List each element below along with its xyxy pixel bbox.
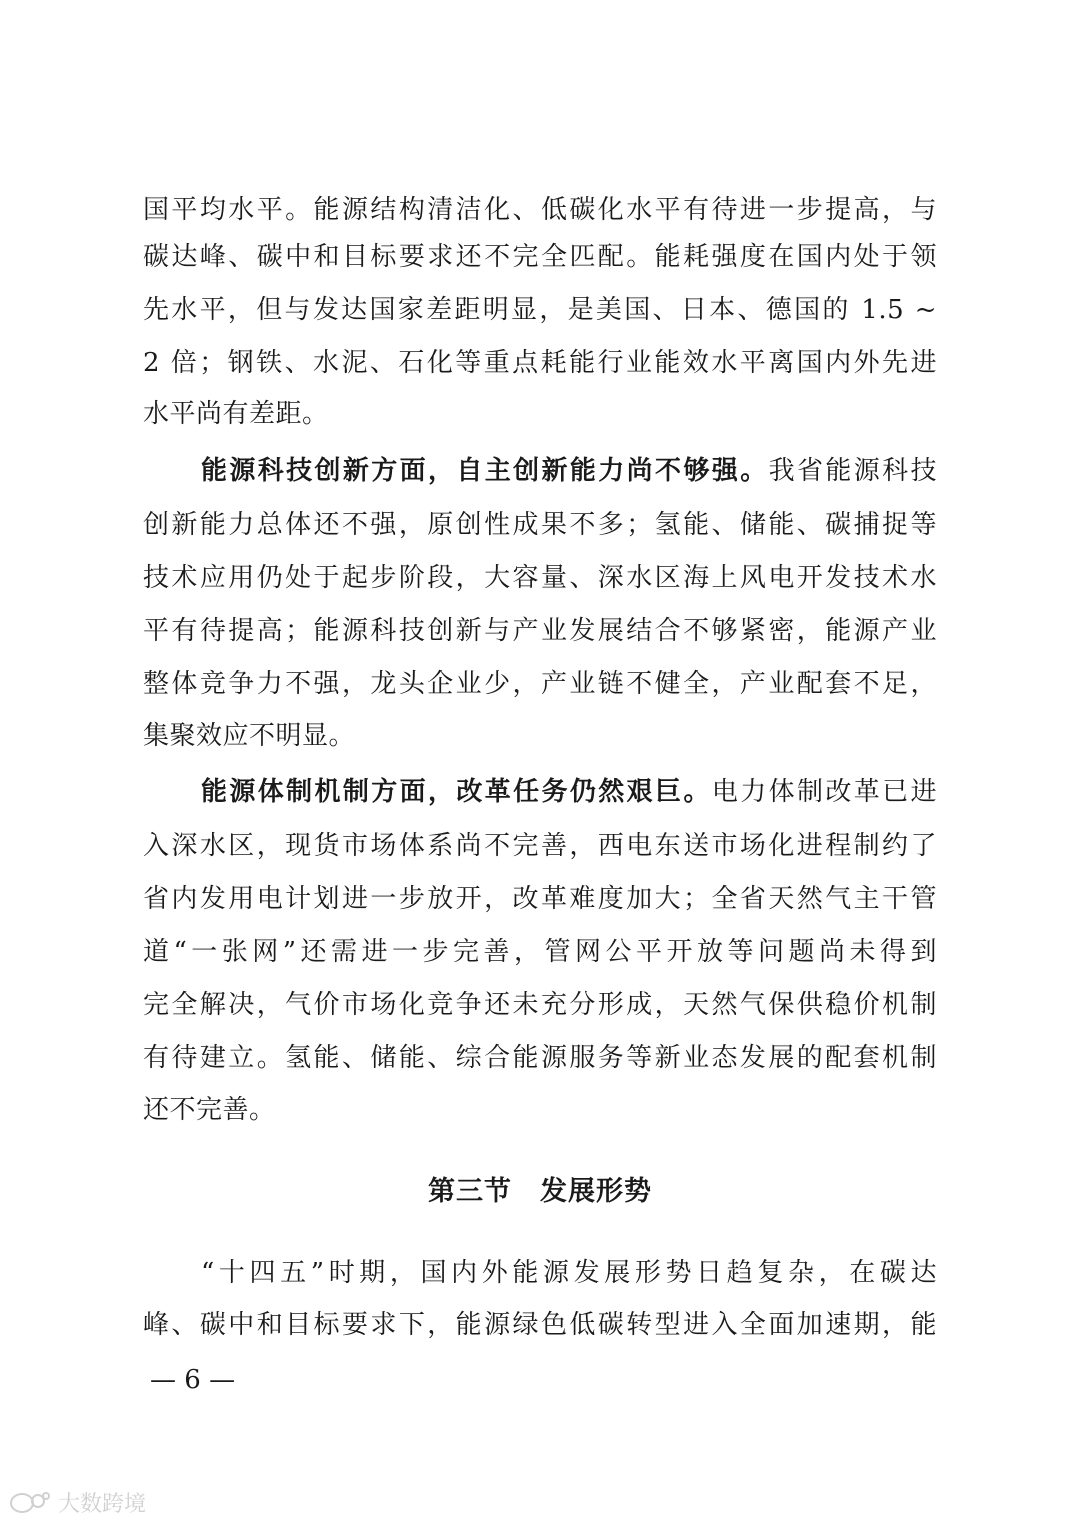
section-title: 发展形势: [540, 1176, 652, 1207]
paragraph-1-line-4: 2 倍；钢铁、水泥、石化等重点耗能行业能效水平离国内外先进: [143, 348, 937, 378]
paragraph-4-line-1: “十四五”时期，国内外能源发展形势日趋复杂，在碳达: [201, 1258, 937, 1288]
paragraph-3-line-2: 入深水区，现货市场体系尚不完善，西电东送市场化进程制约了: [143, 831, 937, 861]
paragraph-1-line-5: 水平尚有差距。: [143, 399, 329, 429]
brand-logo-icon: [8, 1488, 52, 1516]
paragraph-2-line-4: 平有待提高；能源科技创新与产业发展结合不够紧密，能源产业: [143, 616, 937, 646]
paragraph-2-line-3: 技术应用仍处于起步阶段，大容量、深水区海上风电开发技术水: [143, 563, 937, 593]
paragraph-1-line-1: 国平均水平。能源结构清洁化、低碳化水平有待进一步提高，与: [143, 195, 937, 225]
paragraph-3-line-3: 省内发用电计划进一步放开，改革难度加大；全省天然气主干管: [143, 884, 937, 914]
section-heading: [0, 1172, 1080, 1212]
paragraph-3-first-rest: 电力体制改革已进: [711, 777, 937, 807]
paragraph-2-line-6: 集聚效应不明显。: [143, 721, 356, 751]
paragraph-2-line-1: [201, 451, 937, 491]
paragraph-3-line-1: [201, 772, 937, 812]
watermark-text: 大数跨境: [58, 1491, 147, 1517]
watermark: [8, 1484, 146, 1520]
paragraph-4-line-2: 峰、碳中和目标要求下，能源绿色低碳转型进入全面加速期，能: [143, 1310, 937, 1340]
page-number: — 6 —: [150, 1365, 236, 1395]
paragraph-2-line-5: 整体竞争力不强，龙头企业少，产业链不健全，产业配套不足，: [143, 669, 937, 699]
paragraph-2-first-rest: 我省能源科技: [768, 456, 937, 486]
paragraph-2-line-2: 创新能力总体还不强，原创性成果不多；氢能、储能、碳捕捉等: [143, 510, 937, 540]
paragraph-3-line-5: 完全解决，气价市场化竞争还未充分形成，天然气保供稳价机制: [143, 990, 937, 1020]
paragraph-1-line-3: 先水平，但与发达国家差距明显，是美国、日本、德国的 1.5 ~: [143, 295, 937, 325]
paragraph-3-lead: 能源体制机制方面，改革任务仍然艰巨。: [201, 777, 712, 807]
paragraph-1-line-2: 碳达峰、碳中和目标要求还不完全匹配。能耗强度在国内处于领: [143, 242, 937, 272]
paragraph-3-line-4: 道“一张网”还需进一步完善，管网公平开放等问题尚未得到: [143, 937, 937, 967]
paragraph-3-line-7: 还不完善。: [143, 1095, 276, 1125]
paragraph-3-line-6: 有待建立。氢能、储能、综合能源服务等新业态发展的配套机制: [143, 1043, 937, 1073]
paragraph-2-lead: 能源科技创新方面，自主创新能力尚不够强。: [201, 456, 769, 486]
section-number: 第三节: [428, 1176, 512, 1207]
